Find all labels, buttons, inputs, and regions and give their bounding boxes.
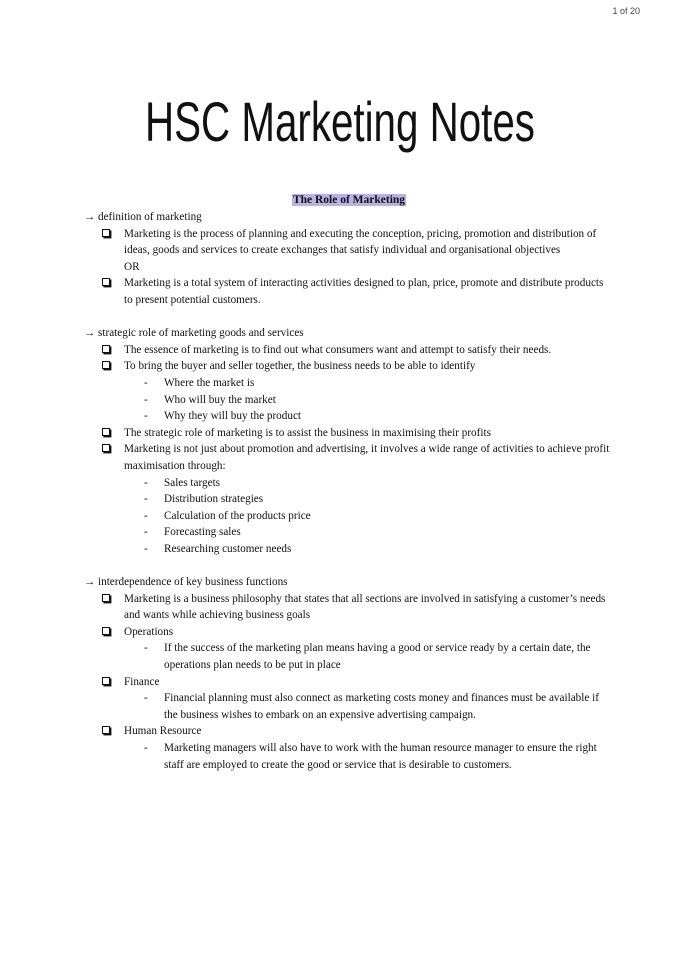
dash-bullet: - — [144, 393, 148, 406]
dash-bullet: - — [144, 742, 148, 754]
notes-body — [84, 192, 614, 773]
sub-list-item — [84, 524, 614, 541]
checkbox-bullet-icon — [102, 345, 110, 353]
list-item-text: Marketing is the process of planning and executing the conception, pricing, promotion and distribution of ideas, goods and services to create exchanges that satisfy individual and organisational objectives — [124, 227, 597, 257]
sub-list-item-text: Who will buy the market — [164, 393, 276, 406]
dash-bullet: - — [144, 493, 148, 506]
list-item-text: The essence of marketing is to find out what consumers want and attempt to satisfy their needs. — [124, 343, 552, 356]
list-item — [84, 723, 614, 740]
topic-heading-text: definition of marketing — [98, 211, 202, 223]
arrow-icon: → — [84, 327, 96, 340]
sub-list-item-text: Marketing managers will also have to work with the human resource manager to ensure the right staff are employed to create the good or service that is desirable to customers. — [164, 742, 597, 771]
dash-bullet: - — [144, 526, 148, 539]
list-item — [84, 275, 614, 308]
sub-list-item — [84, 408, 614, 425]
sub-list-item — [84, 640, 614, 673]
list-item — [84, 624, 614, 641]
list-item-text: Marketing is a total system of interacting activities designed to plan, price, promote and distribute products to present potential customers. — [124, 277, 604, 306]
topic-heading — [84, 325, 614, 342]
sub-list-item-text: Researching customer needs — [164, 542, 292, 555]
dash-bullet: - — [144, 692, 148, 705]
sub-list-item — [84, 508, 614, 525]
checkbox-bullet-icon — [102, 278, 110, 286]
sub-list-item-text: Calculation of the products price — [164, 509, 311, 522]
sub-list-item-text: Forecasting sales — [164, 526, 241, 539]
list-item-text: Operations — [124, 625, 174, 638]
sub-list-item — [84, 740, 614, 773]
sub-list-item — [84, 690, 614, 723]
dash-bullet: - — [144, 542, 148, 555]
checkbox-bullet-icon — [102, 428, 110, 436]
list-item — [84, 674, 614, 691]
checkbox-bullet-icon — [102, 677, 110, 685]
dash-bullet: - — [144, 376, 148, 389]
list-item — [84, 591, 614, 624]
arrow-icon: → — [84, 211, 96, 223]
checkbox-bullet-icon — [102, 726, 110, 734]
checkbox-bullet-icon — [102, 444, 110, 452]
list-item-text: Finance — [124, 675, 160, 688]
list-item-text: Marketing is not just about promotion and advertising, it involves a wide range of activities to achieve profit maximisation through: — [124, 443, 610, 472]
list-item-text: To bring the buyer and seller together, the business needs to be able to identify — [124, 360, 476, 373]
topic-heading-text: strategic role of marketing goods and services — [98, 327, 304, 340]
dash-bullet: - — [144, 410, 148, 423]
sub-list-item-text: If the success of the marketing plan means having a good or service ready by a certain date, the operations plan needs to be put in place — [164, 642, 591, 672]
sub-list-item-text: Why they will buy the product — [164, 410, 302, 423]
list-item — [84, 425, 614, 442]
section-heading — [84, 192, 614, 209]
dash-bullet: - — [144, 642, 148, 655]
list-item — [84, 342, 614, 359]
sub-list-item-text: Sales targets — [164, 476, 221, 489]
checkbox-bullet-icon — [102, 361, 110, 369]
sub-list-item — [84, 491, 614, 508]
sub-list-item — [84, 375, 614, 392]
dash-bullet: - — [144, 476, 148, 489]
topic-heading — [84, 209, 614, 226]
sub-list-item — [84, 392, 614, 409]
topic-heading-text: interdependence of key business functions — [98, 576, 288, 589]
page-indicator: 1 of 20 — [612, 6, 640, 16]
list-item — [84, 226, 614, 259]
sub-list-item — [84, 541, 614, 558]
dash-bullet: - — [144, 509, 148, 522]
list-item-text: Marketing is a business philosophy that states that all sections are involved in satisfying a customer’s needs and wants while achieving business goals — [124, 592, 606, 622]
checkbox-bullet-icon — [102, 229, 110, 237]
sub-list-item — [84, 475, 614, 492]
arrow-icon: → — [84, 576, 96, 589]
checkbox-bullet-icon — [102, 627, 110, 635]
or-separator: OR — [124, 260, 140, 273]
list-item — [84, 441, 614, 474]
sub-list-item-text: Where the market is — [164, 376, 255, 389]
sub-list-item-text: Financial planning must also connect as marketing costs money and finances must be available if the business wishes to embark on an expensive advertising campaign. — [164, 692, 599, 721]
list-item — [84, 358, 614, 375]
checkbox-bullet-icon — [102, 594, 110, 602]
list-item-text: The strategic role of marketing is to assist the business in maximising their profits — [124, 426, 491, 439]
list-item-text: Human Resource — [124, 725, 202, 738]
document-title: HSC Marketing Notes — [145, 90, 535, 153]
sub-list-item-text: Distribution strategies — [164, 493, 264, 506]
topic-heading — [84, 574, 614, 591]
section-heading-highlight: The Role of Marketing — [292, 194, 406, 206]
